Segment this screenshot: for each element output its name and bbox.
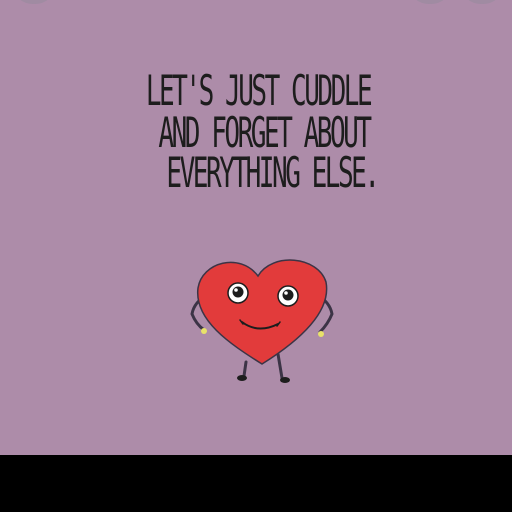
corner-dot-right-1: [414, 0, 446, 4]
quote-line-1: LET'S JUST CUDDLE: [145, 66, 371, 115]
left-hand: [201, 328, 207, 334]
quote-line-2: AND FORGET ABOUT: [158, 108, 370, 157]
bottom-black-bar: [0, 455, 512, 512]
left-pupil: [233, 287, 244, 298]
left-foot: [237, 375, 247, 381]
right-pupil: [283, 290, 294, 301]
heart-mascot-icon: [182, 250, 342, 390]
left-eye-shine: [234, 288, 238, 292]
heart-body: [198, 260, 327, 364]
corner-dot-left: [18, 0, 50, 4]
right-leg: [278, 354, 282, 378]
right-eye-shine: [284, 291, 288, 295]
right-foot: [280, 377, 290, 383]
corner-dot-right-2: [466, 0, 498, 4]
right-hand: [318, 331, 324, 337]
left-leg: [244, 362, 246, 376]
quote-line-3: EVERYTHING ELSE.: [166, 148, 378, 197]
